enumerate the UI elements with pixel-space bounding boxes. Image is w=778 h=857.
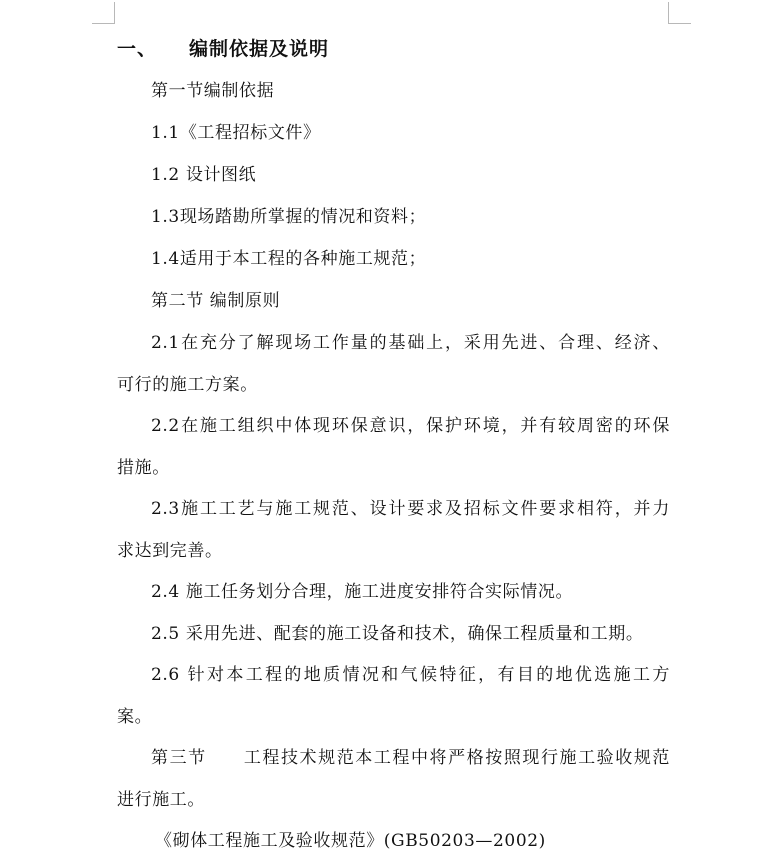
paragraph-line: 措施。 (117, 458, 170, 478)
standard-reference: 《砌体工程施工及验收规范》(GB50203—2002) (155, 831, 546, 851)
paragraph-line: 求达到完善。 (117, 541, 223, 561)
section-title: 编制依据及说明 (189, 38, 330, 60)
paragraph-line: 1.2 设计图纸 (151, 165, 257, 185)
subsection-title: 第一节编制依据 (151, 81, 275, 101)
paragraph-line: 2.6 针对本工程的地质情况和气候特征，有目的地优选施工方 (151, 665, 670, 685)
margin-corner-top-left (92, 23, 115, 24)
section-number: 一、 (117, 38, 158, 60)
paragraph-line: 2.5 采用先进、配套的施工设备和技术，确保工程质量和工期。 (151, 624, 644, 644)
paragraph-line: 2.4 施工任务划分合理，施工进度安排符合实际情况。 (151, 582, 574, 602)
paragraph-line: 1.3现场踏勘所掌握的情况和资料； (151, 207, 427, 227)
paragraph-line: 案。 (117, 707, 153, 727)
paragraph-line: 1.1《工程招标文件》 (151, 123, 321, 143)
paragraph-line: 进行施工。 (117, 790, 205, 810)
paragraph-line: 2.1在充分了解现场工作量的基础上，采用先进、合理、经济、 (151, 333, 670, 353)
paragraph-line: 2.2在施工组织中体现环保意识，保护环境，并有较周密的环保 (151, 416, 670, 436)
margin-corner-top-right (668, 2, 669, 24)
subsection-title: 第三节 工程技术规范本工程中将严格按照现行施工验收规范 (151, 748, 670, 768)
paragraph-line: 1.4适用于本工程的各种施工规范； (151, 249, 427, 269)
margin-corner-top-right (668, 23, 691, 24)
paragraph-line: 可行的施工方案。 (117, 375, 258, 395)
subsection-title: 第二节 编制原则 (151, 291, 281, 311)
margin-corner-top-left (114, 2, 115, 24)
paragraph-line: 2.3施工工艺与施工规范、设计要求及招标文件要求相符，并力 (151, 499, 670, 519)
section-heading (117, 34, 329, 61)
